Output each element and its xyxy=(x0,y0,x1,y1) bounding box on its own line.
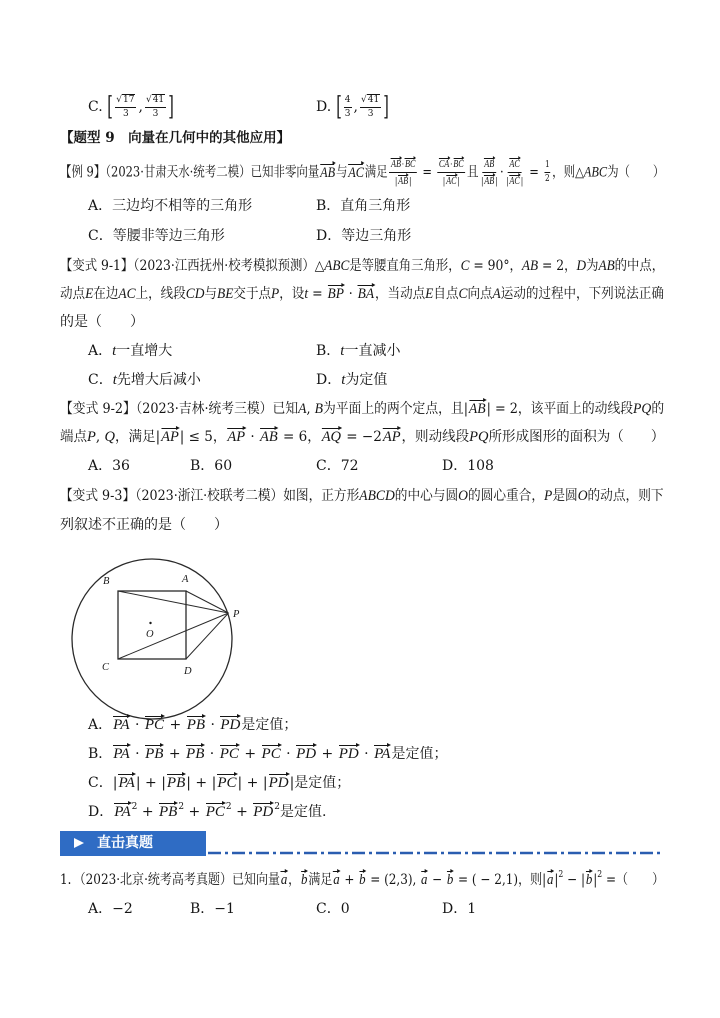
text-run: · xyxy=(206,717,220,733)
math-variable: O xyxy=(577,488,588,504)
vector: PC xyxy=(217,775,237,791)
variant9-1-stem-line-2 xyxy=(60,284,664,304)
bracket: ] xyxy=(168,92,175,122)
text-run: 为定值 xyxy=(345,372,388,388)
vector: AB xyxy=(390,159,401,170)
text-run: + xyxy=(231,804,253,820)
text-run: | xyxy=(520,177,524,187)
text-run: 一直增大 xyxy=(116,343,173,359)
math-variable: ABCD xyxy=(359,488,395,504)
text-run: , xyxy=(138,99,143,115)
text-run: 动点 xyxy=(60,286,86,302)
text-run: ，则△ xyxy=(552,164,584,181)
text-run: + xyxy=(340,872,359,888)
vector: BP xyxy=(327,286,344,302)
text-run: D．1 xyxy=(442,901,477,917)
text-run: | xyxy=(442,177,446,187)
superscript: 2 xyxy=(274,802,280,812)
superscript: 2 xyxy=(178,802,185,812)
question1-option-a xyxy=(88,899,206,919)
fraction xyxy=(344,95,352,120)
vector: PD xyxy=(338,746,359,762)
text-run: A．−2 xyxy=(88,901,133,917)
text-run: 在边 xyxy=(93,286,119,302)
denominator xyxy=(544,173,550,185)
text-run: = xyxy=(418,164,436,181)
example9-option-a xyxy=(88,196,310,216)
segment-pb xyxy=(118,591,229,613)
vector: PA xyxy=(114,804,131,820)
text-run: C．| xyxy=(88,775,118,791)
example9-option-b xyxy=(316,196,538,216)
vector: BC xyxy=(404,159,416,170)
text-run: · xyxy=(450,160,453,170)
text-run: 是圆 xyxy=(552,488,578,504)
text-run: A．36 xyxy=(88,458,130,474)
text-run: D． xyxy=(88,804,114,820)
text-run: | + | xyxy=(135,775,166,791)
superscript: 2 xyxy=(225,802,232,812)
text-run: ， xyxy=(288,872,301,888)
text-run: · xyxy=(500,164,504,181)
text-run: 为平面上的两个定点，且| xyxy=(322,401,469,417)
label-o: O xyxy=(146,629,154,640)
play-triangle-icon xyxy=(74,838,84,848)
text-run: C．等腰非等边三角形 xyxy=(88,228,225,244)
vector: a xyxy=(280,872,288,888)
math-variable: BE xyxy=(216,286,234,302)
text-run: · xyxy=(205,746,219,762)
text-run: 向点 xyxy=(467,286,493,302)
math-variable: C xyxy=(458,286,468,302)
text-run: , xyxy=(306,401,315,417)
text-run: | xyxy=(394,177,398,187)
segment-pc xyxy=(118,613,229,659)
text-run: A．三边均不相等的三角形 xyxy=(88,198,253,214)
example9-option-c xyxy=(88,226,310,246)
numerator xyxy=(437,157,465,173)
text-run: | xyxy=(593,872,598,888)
text-run: · xyxy=(246,429,260,445)
square-root xyxy=(116,95,135,106)
text-run: 的动点，则下 xyxy=(587,488,664,504)
variant9-3-option-c xyxy=(88,773,660,793)
variant9-2-option-b xyxy=(190,456,308,476)
text-run: 与 xyxy=(204,286,217,302)
section-banner xyxy=(60,831,206,856)
text-run: = 6， xyxy=(278,429,321,445)
label-p: P xyxy=(233,609,240,620)
math-variable: ABC xyxy=(583,164,608,181)
text-run: ，满足| xyxy=(115,429,161,445)
math-variable: PQ xyxy=(633,401,652,417)
math-variable: O xyxy=(458,488,468,504)
fraction xyxy=(480,157,498,188)
math-variable: D xyxy=(576,258,587,274)
math-variable: C xyxy=(460,258,470,274)
previous-option-d xyxy=(316,92,538,122)
variant9-1-option-d xyxy=(316,370,538,390)
bracket: [ xyxy=(335,92,342,122)
dash-dot-rule xyxy=(206,848,662,858)
denominator xyxy=(122,108,130,120)
vector: CA xyxy=(438,159,450,170)
superscript: 2 xyxy=(597,870,603,880)
vector: PA xyxy=(374,746,391,762)
math-variable: E xyxy=(85,286,94,302)
superscript: 2 xyxy=(558,870,564,880)
text-run: C．72 xyxy=(316,458,359,474)
text-run: 与 xyxy=(335,164,348,181)
text-run: =（ ） xyxy=(602,872,665,888)
vector: PC xyxy=(205,804,225,820)
variant9-1-option-c xyxy=(88,370,310,390)
text-run: 3 xyxy=(152,108,159,119)
math-variable: t xyxy=(112,372,117,388)
math-variable: P xyxy=(271,286,280,302)
numerator xyxy=(145,95,166,108)
radicand: 41 xyxy=(152,94,165,105)
numerator xyxy=(483,157,496,173)
text-run: 是定值. xyxy=(280,804,327,820)
denominator xyxy=(442,173,461,188)
text-run: D． xyxy=(316,372,342,388)
text-run: 是定值； xyxy=(391,746,448,762)
text-run: 3 xyxy=(123,108,129,119)
vector: PC xyxy=(261,746,281,762)
text-run: 列叙述不正确的是（ ） xyxy=(60,517,228,533)
text-run: 交于点 xyxy=(233,286,272,302)
numerator xyxy=(115,95,136,108)
vector: AB xyxy=(259,429,278,445)
previous-option-c xyxy=(88,92,310,122)
text-run: 1 xyxy=(545,160,550,170)
math-variable: CD xyxy=(185,286,205,302)
text-run: + xyxy=(164,746,186,762)
math-variable: t xyxy=(341,372,346,388)
text-run: + xyxy=(317,746,338,762)
example9-option-d xyxy=(316,226,538,246)
text-run: 先增大后减小 xyxy=(116,372,201,388)
text-run: , xyxy=(353,99,358,115)
vector: AC xyxy=(446,176,457,187)
text-run: ，设 xyxy=(279,286,305,302)
math-variable: P xyxy=(87,429,96,445)
text-run: D．等边三角形 xyxy=(316,228,412,244)
text-run: 【变式 9-2】（2023·吉林·统考三模）已知 xyxy=(60,401,299,417)
vector: AQ xyxy=(321,429,342,445)
math-variable: B xyxy=(314,401,323,417)
vector: a xyxy=(547,872,554,888)
text-run: · xyxy=(401,160,405,170)
text-run: | xyxy=(408,177,412,187)
text-run: | = 2，该平面上的动线段 xyxy=(486,401,634,417)
vector: AP xyxy=(161,429,179,445)
vector: PA xyxy=(113,717,130,733)
denominator xyxy=(152,108,160,120)
vector: a xyxy=(333,872,340,888)
text-run: C． xyxy=(88,372,113,388)
text-run: 【变式 9-3】（2023·浙江·校联考二模）如图，正方形 xyxy=(60,488,360,504)
text-run: B．−1 xyxy=(190,901,235,917)
vector: b xyxy=(446,872,454,888)
text-run: B． xyxy=(316,343,341,359)
text-run: = −2 xyxy=(341,429,382,445)
vector: AB xyxy=(484,176,495,187)
text-run: D．108 xyxy=(442,458,494,474)
text-run: = xyxy=(525,164,543,181)
text-run: · xyxy=(344,286,357,302)
vector: BC xyxy=(453,159,464,170)
text-run: 3 xyxy=(367,108,374,119)
text-run: 运动的过程中，下列说法正确 xyxy=(500,286,664,302)
math-variable: E xyxy=(425,286,434,302)
question1-option-d xyxy=(442,899,560,919)
text-run: B．直角三角形 xyxy=(316,198,411,214)
text-run: = (2,3), xyxy=(366,872,421,888)
numerator xyxy=(344,95,352,108)
text-run: 【例 9】（2023·甘肃天水·统考二模）已知非零向量 xyxy=(60,164,320,181)
numerator xyxy=(389,157,417,173)
vector: PC xyxy=(219,746,239,762)
vector: AC xyxy=(509,159,520,170)
variant9-3-option-b xyxy=(88,744,660,764)
variant9-1-stem-line-1 xyxy=(60,256,665,276)
text-run: A． xyxy=(88,717,113,733)
vector: PB xyxy=(166,775,186,791)
vector: AB xyxy=(320,164,336,181)
segment-pa xyxy=(186,591,229,613)
text-run: 且 xyxy=(467,164,479,181)
text-run: | + | xyxy=(237,775,268,791)
vector: AC xyxy=(509,176,520,187)
text-run: · xyxy=(130,746,145,762)
text-run: 是定值； xyxy=(241,717,298,733)
text-run: 的 xyxy=(651,401,665,417)
vector: AB xyxy=(484,159,495,170)
variant9-3-stem-line-1 xyxy=(60,486,664,506)
math-variable: A xyxy=(298,401,307,417)
text-run: 所形成图形的面积为（ ） xyxy=(488,429,665,445)
denominator xyxy=(505,173,524,188)
segment-pd xyxy=(186,613,229,659)
text-run: 3 xyxy=(344,108,351,119)
math-variable: AB xyxy=(598,258,615,274)
fraction xyxy=(115,95,136,120)
vector: PD xyxy=(253,804,274,820)
text-run: 是等腰直角三角形， xyxy=(349,258,461,274)
text-run: | + | xyxy=(186,775,217,791)
variant9-3-stem-line-2 xyxy=(60,515,664,535)
fraction xyxy=(544,160,550,185)
math-variable: t xyxy=(112,343,117,359)
fraction xyxy=(145,95,166,120)
example9-stem xyxy=(60,157,665,187)
question1-option-c xyxy=(316,899,434,919)
section-banner-title: 直击真题 xyxy=(97,835,153,851)
square-root xyxy=(146,95,165,106)
text-run: | ≤ 5， xyxy=(179,429,227,445)
vector: AP xyxy=(227,429,246,445)
text-run: · xyxy=(130,717,144,733)
variant9-2-stem-line-1 xyxy=(60,399,665,419)
text-run: 【变式 9-1】（2023·江西抚州·校考模拟预测）△ xyxy=(60,258,325,274)
text-run: 的中心与圆 xyxy=(394,488,459,504)
radicand: 17 xyxy=(123,94,135,105)
vector: PB xyxy=(186,746,205,762)
text-run: 的是（ ） xyxy=(60,314,144,330)
label-b: B xyxy=(103,576,110,587)
variant9-1-stem-line-3 xyxy=(60,312,664,332)
numerator xyxy=(544,160,550,173)
text-run: C．0 xyxy=(316,901,350,917)
variant9-2-option-c xyxy=(316,456,434,476)
bracket: [ xyxy=(107,92,113,122)
text-run: |是定值； xyxy=(289,775,351,791)
text-run: 满足 xyxy=(364,164,388,181)
text-run: + xyxy=(239,746,261,762)
label-a: A xyxy=(182,574,189,585)
text-run: + xyxy=(137,804,159,820)
denominator xyxy=(394,173,412,188)
text-run: ，则动线段 xyxy=(401,429,470,445)
text-run: A． xyxy=(88,343,113,359)
vector: PC xyxy=(144,717,165,733)
superscript: 2 xyxy=(131,802,138,812)
text-run: 为（ ） xyxy=(607,164,665,181)
text-run: 自点 xyxy=(433,286,459,302)
text-run: 满足 xyxy=(308,872,333,888)
text-run: 1．（2023·北京·统考高考真题）已知向量 xyxy=(60,872,281,888)
vector: PD xyxy=(220,717,241,733)
vector: PB xyxy=(145,746,164,762)
math-variable: PQ xyxy=(469,429,489,445)
text-run: 端点 xyxy=(60,429,88,445)
text-run: | xyxy=(495,177,498,187)
text-run: − xyxy=(428,872,447,888)
circle-square-figure xyxy=(60,545,250,730)
vector: a xyxy=(421,872,428,888)
radicand: 41 xyxy=(367,94,380,105)
variant9-3-option-a xyxy=(88,715,660,735)
denominator xyxy=(480,173,498,188)
fraction xyxy=(389,157,417,188)
math-variable: t xyxy=(304,286,309,302)
text-run: 为 xyxy=(586,258,599,274)
vector: PB xyxy=(159,804,178,820)
label-d: D xyxy=(184,666,192,677)
text-run: + xyxy=(184,804,205,820)
vector: AC xyxy=(348,164,364,181)
label-c: C xyxy=(102,662,110,673)
text-run: + xyxy=(165,717,186,733)
vector: PD xyxy=(296,746,317,762)
square-root xyxy=(361,95,380,106)
fraction xyxy=(505,157,524,188)
question1-stem xyxy=(60,870,665,890)
denominator xyxy=(344,108,352,120)
text-run: = xyxy=(308,286,327,302)
vector: AP xyxy=(382,429,401,445)
text-run: | xyxy=(457,177,460,187)
center-dot-o xyxy=(149,622,151,624)
bracket: ] xyxy=(383,92,390,122)
variant9-3-option-d xyxy=(88,802,660,822)
text-run: = 2， xyxy=(538,258,577,274)
text-run: · xyxy=(359,746,374,762)
text-run: 4 xyxy=(344,94,351,105)
fraction xyxy=(437,157,465,188)
text-run: 上，线段 xyxy=(135,286,186,302)
text-run: D. xyxy=(316,99,336,115)
math-variable: ABC xyxy=(324,258,350,274)
text-run: | xyxy=(480,177,484,187)
vector: BA xyxy=(357,286,375,302)
text-run: B．60 xyxy=(190,458,233,474)
text-run: 2 xyxy=(545,174,550,184)
variant9-2-option-d xyxy=(442,456,560,476)
math-variable: A xyxy=(492,286,501,302)
vector: PD xyxy=(268,775,289,791)
text-run: | xyxy=(554,872,559,888)
text-run: = 90°， xyxy=(469,258,522,274)
denominator xyxy=(367,108,375,120)
math-variable: Q xyxy=(104,429,116,445)
math-variable: AB xyxy=(521,258,539,274)
vector: AB xyxy=(468,401,486,417)
variant9-2-stem-line-2 xyxy=(60,427,665,447)
text-run: ，当动点 xyxy=(374,286,426,302)
math-variable: AC xyxy=(118,286,136,302)
text-run: | xyxy=(506,177,509,187)
vector: AB xyxy=(398,176,409,187)
vector: PA xyxy=(118,775,135,791)
numerator xyxy=(508,157,522,173)
text-run: 的圆心重合， xyxy=(467,488,545,504)
vector: b xyxy=(359,872,366,888)
text-run: B． xyxy=(88,746,113,762)
variant9-1-option-b xyxy=(316,341,538,361)
variant9-2-option-a xyxy=(88,456,206,476)
text-run: 一直减小 xyxy=(344,343,401,359)
math-variable: P xyxy=(544,488,553,504)
variant9-1-option-a xyxy=(88,341,310,361)
text-run: C. xyxy=(88,99,108,115)
vector: b xyxy=(301,872,308,888)
text-run: = ( − 2,1)，则| xyxy=(454,872,547,888)
text-run: · xyxy=(281,746,296,762)
text-run: 的中点， xyxy=(614,258,665,274)
square-abcd xyxy=(118,591,186,659)
section-heading: 【题型 9 向量在几何中的其他应用】 xyxy=(60,130,291,146)
question1-option-b xyxy=(190,899,308,919)
math-variable: t xyxy=(340,343,345,359)
numerator xyxy=(360,95,381,108)
text-run: − | xyxy=(563,872,586,888)
vector: PA xyxy=(113,746,130,762)
text-run: , xyxy=(95,429,105,445)
vector: b xyxy=(585,872,593,888)
fraction xyxy=(360,95,381,120)
vector: PB xyxy=(186,717,206,733)
